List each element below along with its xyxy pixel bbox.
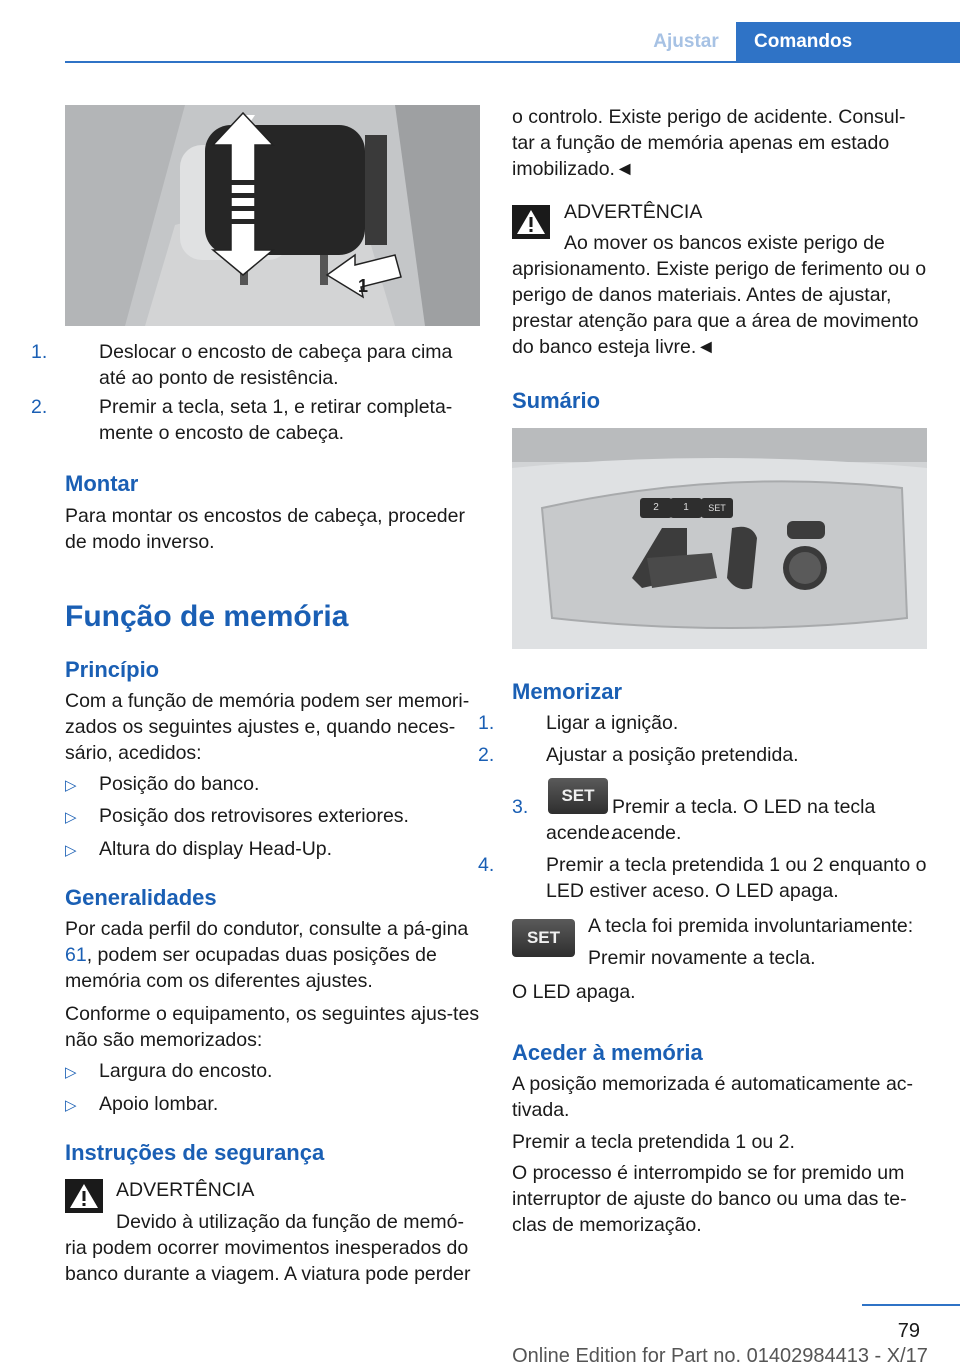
warning-label: ADVERTÊNCIA <box>564 201 703 223</box>
triangle-bullet-icon: ▷ <box>65 842 77 859</box>
seat-control-figure <box>512 428 927 649</box>
heading-montar: Montar <box>65 471 139 496</box>
heading-seguranca: Instruções de segurança <box>65 1140 325 1165</box>
step-number: 2. <box>478 744 495 766</box>
step-text: Ligar a ignição. <box>546 712 679 734</box>
bullet-text: Altura do display Head-Up. <box>99 838 333 860</box>
page-link[interactable]: 61 <box>65 944 87 966</box>
warning-label: ADVERTÊNCIA <box>116 1179 255 1201</box>
seat-button-set: SET <box>708 503 726 513</box>
step-number <box>512 794 546 820</box>
headrest-figure <box>65 105 480 326</box>
step-number-text: 3. <box>512 796 529 818</box>
bullet-text: Apoio lombar. <box>99 1093 219 1115</box>
paragraph: o controlo. Existe perigo de acidente. Consul‐tar a função de memória apenas em estado imobilizado.◄ <box>512 106 906 180</box>
list-item <box>31 394 480 446</box>
warning-icon <box>65 1179 103 1213</box>
text-span: Por cada perfil do condutor, consulte a pá‐gina <box>65 918 469 940</box>
figure-callout-1: 1 <box>358 276 369 296</box>
heading-principio: Princípio <box>65 657 160 682</box>
bullet-text: Posição dos retrovisores exteriores. <box>99 805 409 827</box>
heading-sumario: Sumário <box>512 388 601 413</box>
heading-generalidades: Generalidades <box>65 885 217 910</box>
step-text-cont: acende. <box>546 822 616 844</box>
seat-button-2: 2 <box>653 502 659 513</box>
step-number: 4. <box>478 854 495 876</box>
bullet-item <box>65 803 480 831</box>
paragraph: O LED apaga. <box>512 981 636 1003</box>
text-span: , podem ser ocupadas duas posições de memória com os diferentes ajustes. <box>65 944 437 992</box>
paragraph: A posição memorizada é automaticamente ac‐tivada. <box>512 1073 914 1121</box>
heading-aceder: Aceder à memória <box>512 1040 703 1065</box>
triangle-bullet-icon: ▷ <box>65 1097 77 1114</box>
paragraph: Com a função de memória podem ser memori‐zados os seguintes ajustes e, quando neces‐sário, acedidos: <box>65 690 470 764</box>
section-title: Função de memória <box>65 600 349 633</box>
set-button-icon: SET <box>548 778 608 814</box>
step-text: Deslocar o encosto de cabeça para cima até ao ponto de resistência. <box>99 341 453 389</box>
footer-rule <box>862 1304 960 1306</box>
triangle-bullet-icon: ▷ <box>65 809 77 826</box>
tab-comandos[interactable]: Comandos <box>736 22 960 62</box>
list-item <box>31 339 480 391</box>
step-number: 1. <box>478 712 495 734</box>
step-text: Premir a tecla, seta 1, e retirar completa‐mente o encosto de cabeça. <box>99 396 453 444</box>
seat-button-1: 1 <box>683 502 689 513</box>
paragraph: Para montar os encostos de cabeça, proceder de modo inverso. <box>65 505 465 553</box>
bullet-item <box>65 836 480 864</box>
header-rule <box>65 61 960 63</box>
note-text: A tecla foi premida involuntariamente: <box>588 915 914 937</box>
step-number: 1. <box>31 341 48 363</box>
tab-ajustar[interactable]: Ajustar <box>653 31 719 52</box>
warning-text: Devido à utilização da função de memó‐ria podem ocorrer movimentos inesperados do banco durante a viagem. A viatura pode perder <box>65 1211 471 1285</box>
page-number: 79 <box>897 1320 920 1342</box>
paragraph: Conforme o equipamento, os seguintes ajus‐tes não são memorizados: <box>65 1003 480 1051</box>
step-number: 2. <box>31 396 48 418</box>
step-text: Premir a tecla. O LED na tecla acende. <box>612 796 876 844</box>
triangle-bullet-icon: ▷ <box>65 1064 77 1081</box>
step-text: Premir a tecla pretendida 1 ou 2 enquanto o LED estiver aceso. O LED apaga. <box>546 854 927 902</box>
paragraph: O processo é interrompido se for premido um interruptor de ajuste do banco ou uma das te‐clas de memorização. <box>512 1162 907 1236</box>
list-item <box>478 742 927 768</box>
warning-text: Ao mover os bancos existe perigo de aprisionamento. Existe perigo de ferimento ou o perigo de danos materiais. Antes de ajustar, prestar atenção para que a área de movimento do banco esteja livre.◄ <box>512 232 927 358</box>
list-item <box>478 852 927 904</box>
bullet-item <box>65 771 480 799</box>
paragraph: Premir a tecla pretendida 1 ou 2. <box>512 1131 795 1153</box>
edition-footer: Online Edition for Part no. 01402984413 - X/17 <box>512 1345 928 1367</box>
paragraph <box>65 916 480 994</box>
heading-memorizar: Memorizar <box>512 679 623 704</box>
bullet-item <box>65 1091 480 1119</box>
list-item <box>478 710 927 736</box>
bullet-text: Largura do encosto. <box>99 1060 273 1082</box>
triangle-bullet-icon: ▷ <box>65 777 77 794</box>
bullet-text: Posição do banco. <box>99 773 260 795</box>
set-button-icon: SET <box>512 919 575 957</box>
bullet-item <box>65 1058 480 1086</box>
step-text: Ajustar a posição pretendida. <box>546 744 799 766</box>
note-text: Premir novamente a tecla. <box>588 947 816 969</box>
